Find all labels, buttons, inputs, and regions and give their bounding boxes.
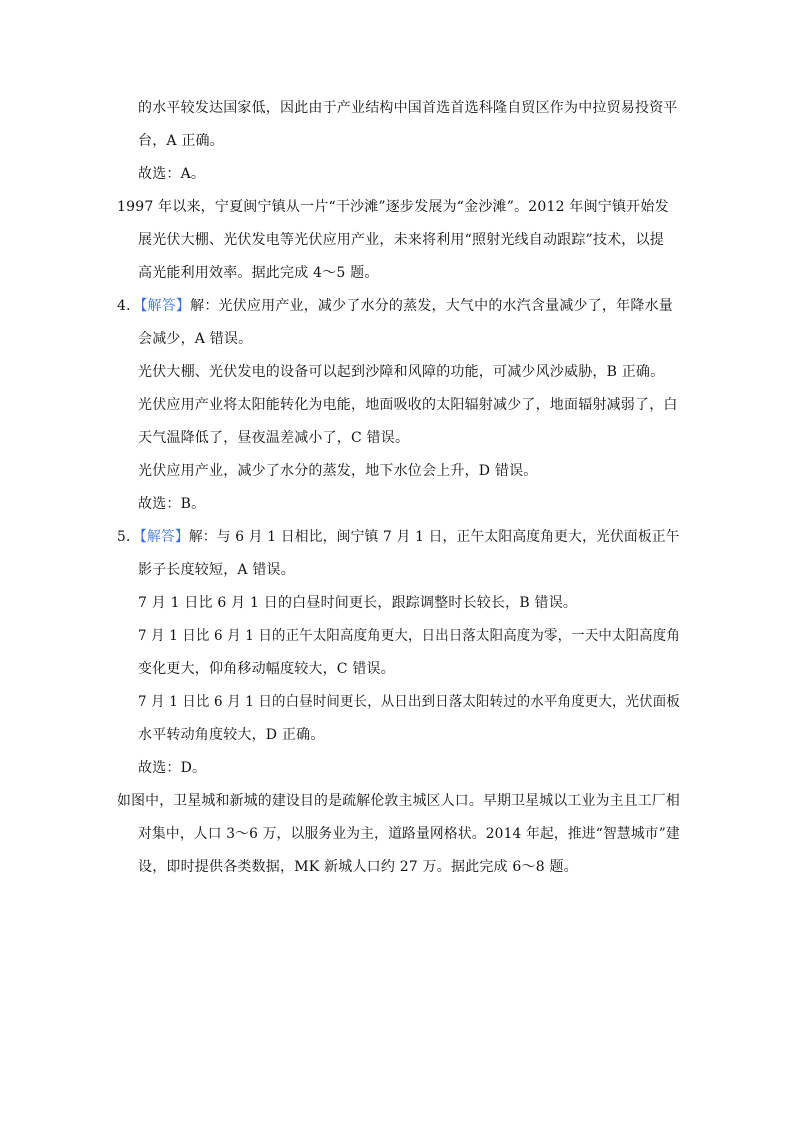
- q4-line-3: 光伏大棚、光伏发电的设备可以起到沙障和风障的功能，可减少风沙威胁，B 正确。: [138, 364, 665, 380]
- q4-line-6: 光伏应用产业，减少了水分的蒸发，地下水位会上升，D 错误。: [138, 463, 538, 479]
- q4-answer-tag: 【解答】: [140, 298, 191, 314]
- intro-answer: 故选：A。: [138, 166, 206, 182]
- q5-line-4: 7 月 1 日比 6 月 1 日的正午太阳高度角更大，日出日落太阳高度为零，一天中太阳高度角: [138, 628, 680, 644]
- q5-line-6: 7 月 1 日比 6 月 1 日的白昼时间更长，从日出到日落太阳转过的水平角度更大，光伏面板: [138, 694, 680, 710]
- q5-line-1: [117, 527, 680, 547]
- q5-answer-tag: 【解答】: [139, 529, 189, 545]
- q5-answer: 故选：D。: [138, 760, 207, 776]
- q4-number: 4．: [117, 298, 141, 314]
- q5-line-2: 影子长度较短，A 错误。: [138, 562, 295, 578]
- q4-line-4: 光伏应用产业将太阳能转化为电能，地面吸收的太阳辐射减少了，地面辐射减弱了，白: [138, 397, 678, 413]
- passage1-line-3: 高光能利用效率。据此完成 4～5 题。: [138, 265, 379, 281]
- passage2-line-3: 设，即时提供各类数据，MK 新城人口约 27 万。据此完成 6～8 题。: [138, 859, 578, 875]
- q4-line-5: 天气温降低了，昼夜温差减小了，C 错误。: [138, 430, 410, 446]
- passage2-line-1: 如图中，卫星城和新城的建设目的是疏解伦敦主城区人口。早期卫星城以工业为主且工厂相: [117, 793, 681, 809]
- q5-line-3: 7 月 1 日比 6 月 1 日的白昼时间更长，跟踪调整时长较长，B 错误。: [138, 595, 578, 611]
- q5-number: 5．: [117, 529, 140, 545]
- q4-line-2: 会减少，A 错误。: [138, 331, 253, 347]
- intro-line-1: 的水平较发达国家低，因此由于产业结构中国首选首选科隆自贸区作为中拉贸易投资平: [138, 100, 678, 116]
- q4-answer: 故选：B。: [138, 496, 206, 512]
- passage2-line-2: 对集中，人口 3～6 万，以服务业为主，道路量网格状。2014 年起，推进“智慧城市”建: [138, 826, 680, 842]
- q5-line-7: 水平转动角度较大，D 正确。: [138, 727, 325, 743]
- intro-line-2: 台，A 正确。: [138, 133, 224, 149]
- q5-line-5: 变化更大，仰角移动幅度较大，C 错误。: [138, 661, 395, 677]
- q5-line-1-text: 解：与 6 月 1 日相比，闽宁镇 7 月 1 日，正午太阳高度角更大，光伏面板正午: [188, 529, 680, 545]
- q4-line-1-text: 解：光伏应用产业，减少了水分的蒸发，大气中的水汽含量减少了，年降水量: [190, 298, 673, 314]
- q4-line-1: [117, 296, 673, 316]
- passage1-line-2: 展光伏大棚、光伏发电等光伏应用产业，未来将利用“照射光线自动跟踪”技术，以提: [138, 232, 664, 248]
- passage1-line-1: 1997 年以来，宁夏闽宁镇从一片“干沙滩”逐步发展为“金沙滩”。2012 年闽宁镇开始发: [117, 199, 669, 215]
